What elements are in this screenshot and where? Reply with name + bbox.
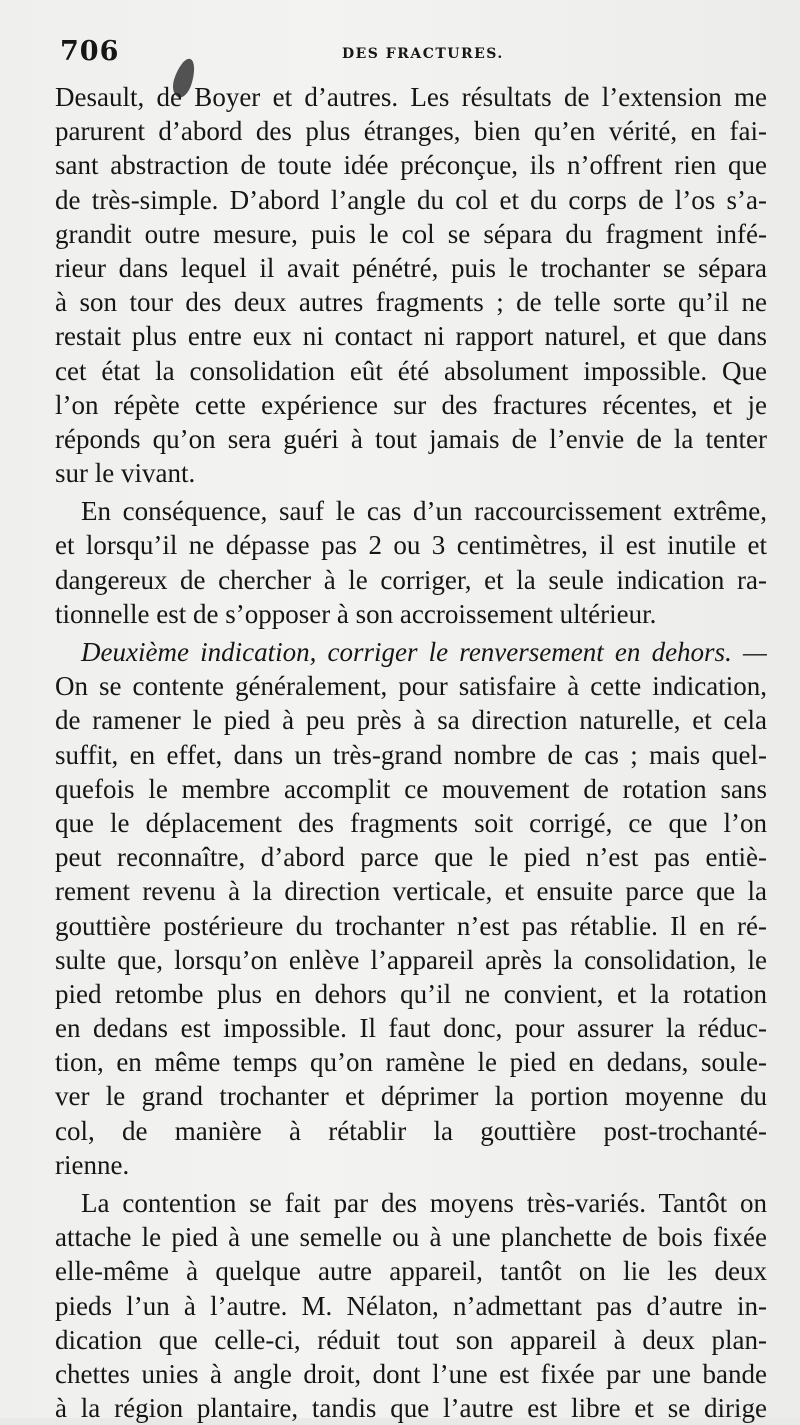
text-line: sant abstraction de toute idée préconçue, ils n’offrent rien que — [55, 150, 767, 181]
text-line: de très-simple. D’abord l’angle du col et du corps de l’os s’a- — [55, 184, 767, 215]
text-line: attache le pied à une semelle ou à une planchette de bois fixée — [55, 1222, 767, 1253]
text-line: et lorsqu’il ne dépasse pas 2 ou 3 centimètres, il est inutile et — [55, 530, 767, 561]
text-line: dication que celle-ci, réduit tout son appareil à deux plan- — [55, 1324, 767, 1355]
text-line: gouttière postérieure du trochanter n’est pas rétablie. Il en ré- — [55, 910, 767, 941]
text-line: quefois le membre accomplit ce mouvement de rotation sans — [55, 773, 767, 804]
text-line: de ramener le pied à peu près à sa direction naturelle, et cela — [55, 705, 767, 736]
running-title: DES FRACTURES. — [342, 46, 504, 62]
text-line: rieur dans lequel il avait pénétré, puis le trochanter se sépara — [55, 252, 767, 283]
text-line: suffit, en effet, dans un très-grand nombre de cas ; mais quel- — [55, 739, 767, 770]
text-line: col, de manière à rétablir la gouttière post-trochanté- — [55, 1115, 767, 1146]
text-line: dangereux de chercher à le corriger, et la seule indication ra- — [55, 564, 767, 595]
paragraph-start-line: En conséquence, sauf le cas d’un raccourcissement extrême, — [81, 496, 767, 527]
section-heading-line: Deuxième indication, corriger le renversement en dehors. — — [81, 637, 767, 667]
text-line: parurent d’abord des plus étranges, bien qu’en vérité, en fai- — [55, 116, 767, 147]
text-line: On se contente généralement, pour satisfaire à cette indication, — [55, 671, 767, 702]
text-line: restait plus entre eux ni contact ni rapport naturel, et que dans — [55, 321, 767, 352]
text-line: l’on répète cette expérience sur des fractures récentes, et je — [55, 389, 767, 420]
text-line: ver le grand trochanter et déprimer la portion moyenne du — [55, 1081, 767, 1112]
text-line: rement revenu à la direction verticale, et ensuite parce que la — [55, 876, 767, 907]
text-line: pieds l’un à l’autre. M. Nélaton, n’admettant pas d’autre in- — [55, 1290, 767, 1321]
text-line: grandit outre mesure, puis le col se sépara du fragment infé- — [55, 218, 767, 249]
text-line: tionnelle est de s’opposer à son accroissement ultérieur. — [55, 598, 657, 629]
text-line: Desault, de Boyer et d’autres. Les résultats de l’extension me — [55, 82, 767, 112]
text-line: chettes unies à angle droit, dont l’une est fixée par une bande — [55, 1358, 767, 1389]
body-text — [55, 80, 767, 1425]
text-line: cet état la consolidation eût été absolument impossible. Que — [55, 355, 767, 386]
text-line: que le déplacement des fragments soit corrigé, ce que l’on — [55, 807, 767, 838]
text-line: pied retombe plus en dehors qu’il ne convient, et la rotation — [55, 978, 767, 1009]
page-header — [60, 36, 760, 70]
text-line: à la région plantaire, tandis que l’autre est libre et se dirige — [55, 1393, 767, 1424]
text-line: sulte que, lorsqu’on enlève l’appareil après la consolidation, le — [55, 944, 767, 975]
text-line: sur le vivant. — [55, 458, 196, 489]
paragraph-start-line: La contention se fait par des moyens très-variés. Tantôt on — [81, 1188, 767, 1218]
text-line: peut reconnaître, d’abord parce que le pied n’est pas entiè- — [55, 842, 767, 873]
text-line: réponds qu’on sera guéri à tout jamais de l’envie de la tenter — [55, 423, 767, 454]
text-line: en dedans est impossible. Il faut donc, pour assurer la réduc- — [55, 1013, 767, 1044]
text-line: elle-même à quelque autre appareil, tantôt on lie les deux — [55, 1256, 767, 1287]
page-number: 706 — [60, 36, 120, 67]
text-line: rienne. — [55, 1149, 130, 1180]
text-line: tion, en même temps qu’on ramène le pied en dedans, soule- — [55, 1047, 767, 1078]
text-line: à son tour des deux autres fragments ; de telle sorte qu’il ne — [55, 287, 767, 318]
